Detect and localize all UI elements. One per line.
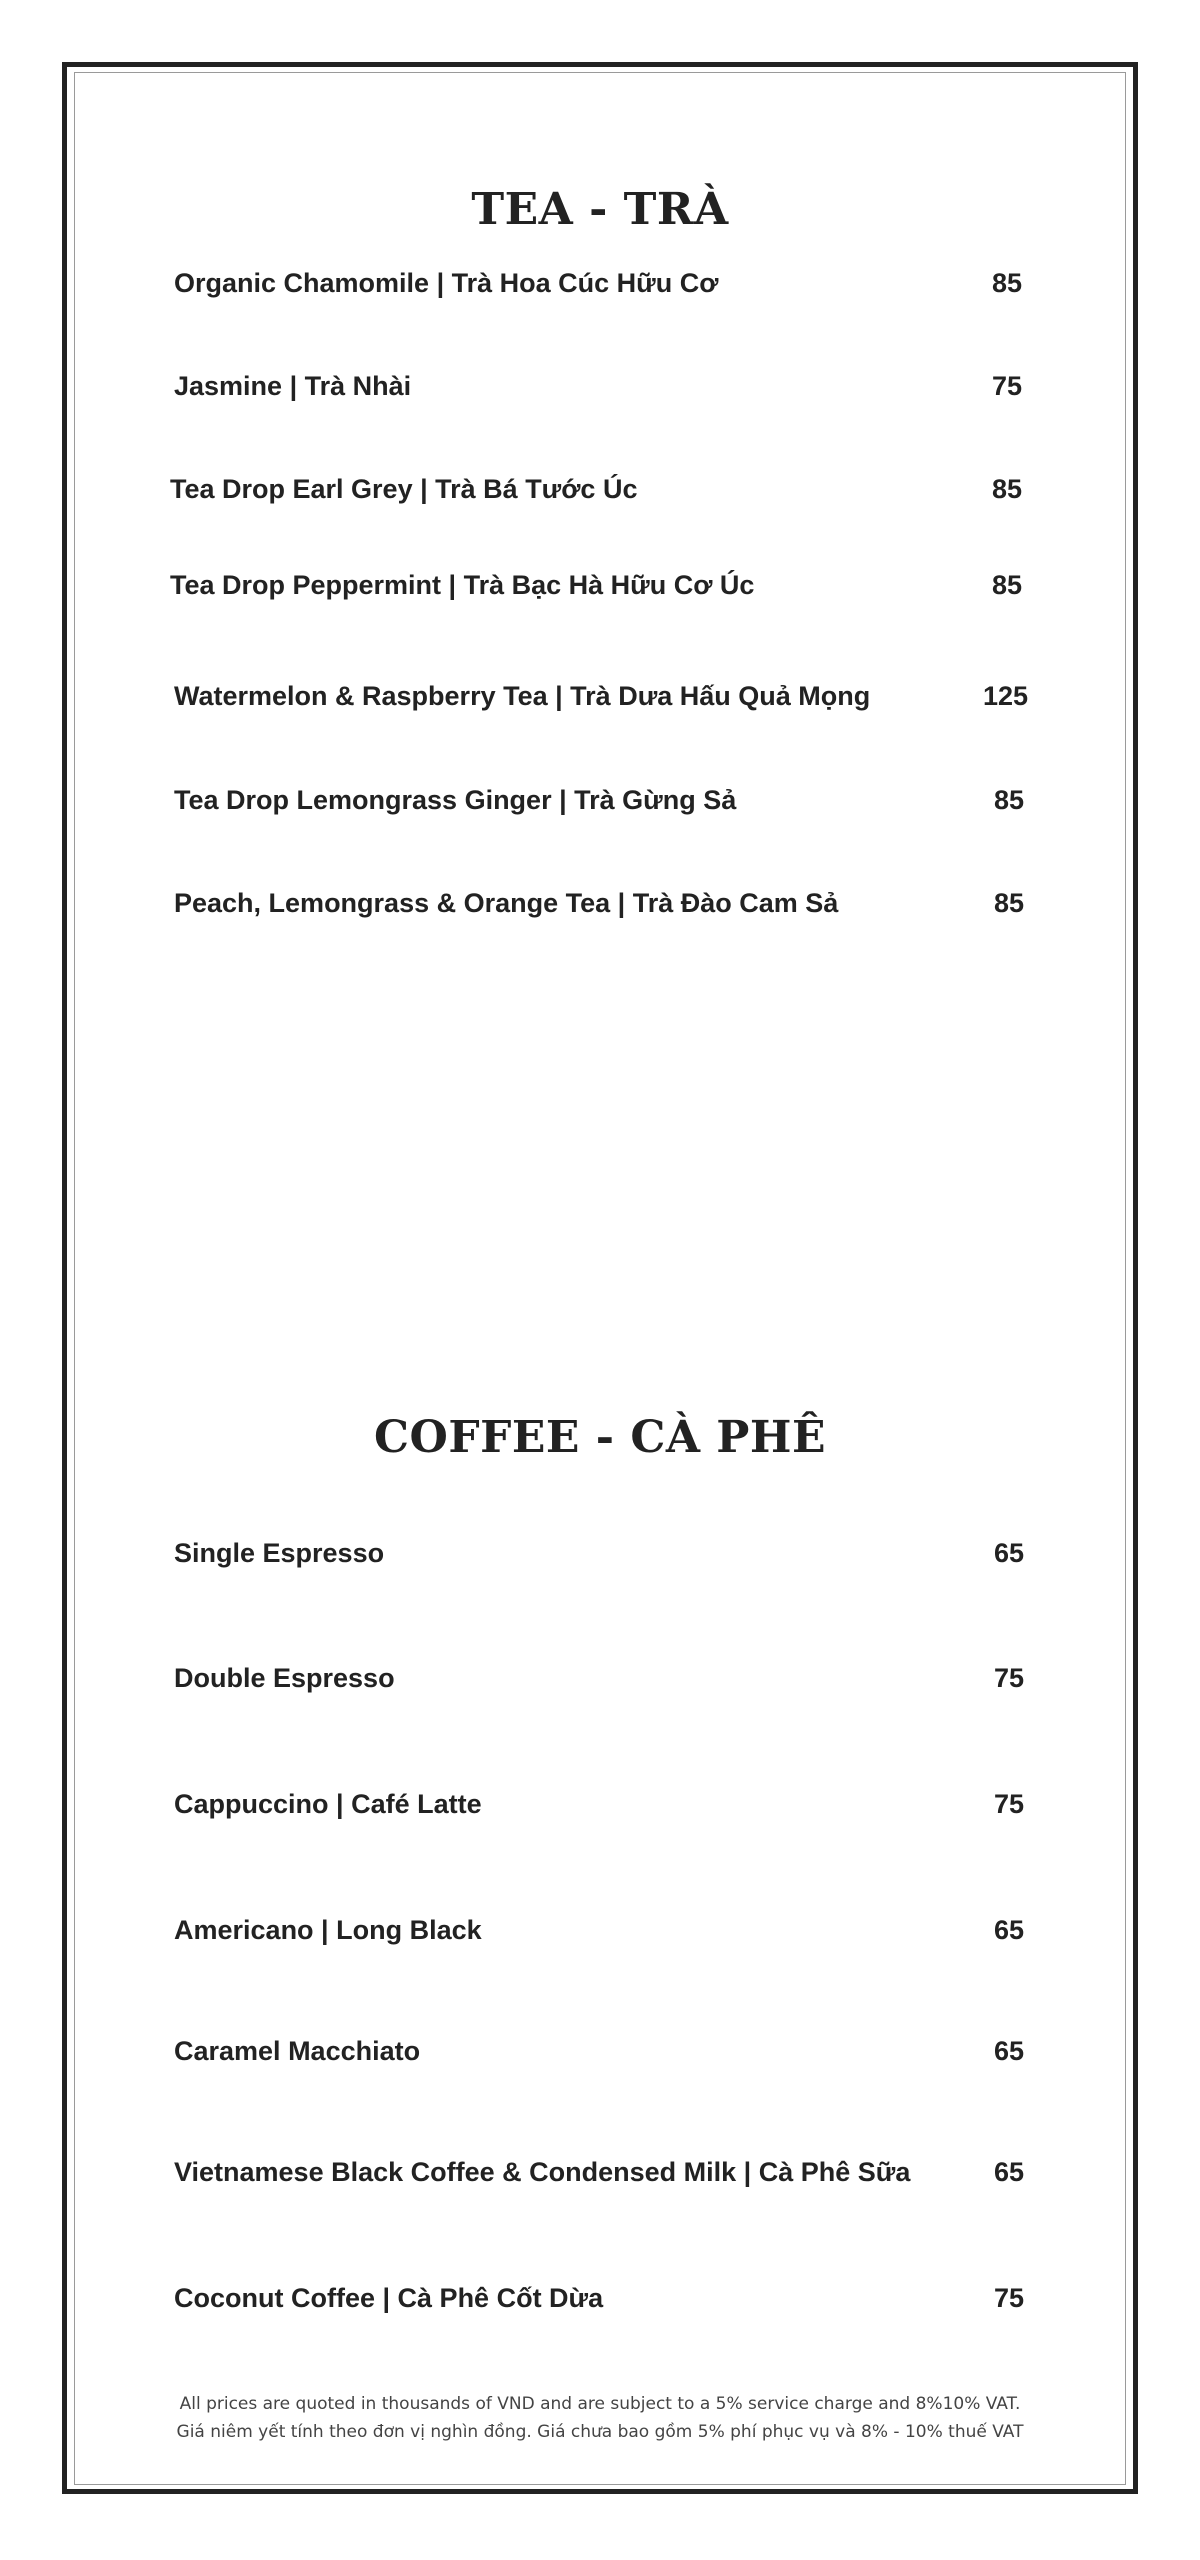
item-price: 85 bbox=[993, 784, 1024, 815]
item-name: Coconut Coffee | Cà Phê Cốt Dừa bbox=[174, 2282, 604, 2313]
tea-item-watermelon-raspberry bbox=[174, 676, 1028, 716]
tea-item-jasmine bbox=[174, 366, 1022, 406]
coffee-item-single-espresso bbox=[174, 1533, 1024, 1573]
item-name: Organic Chamomile | Trà Hoa Cúc Hữu Cơ bbox=[174, 267, 719, 298]
item-name: Watermelon & Raspberry Tea | Trà Dưa Hấu Quả Mọng bbox=[174, 680, 871, 711]
coffee-item-caramel-macchiato bbox=[174, 2031, 1024, 2071]
coffee-item-double-espresso bbox=[174, 1658, 1024, 1698]
item-price: 85 bbox=[993, 887, 1024, 918]
disclaimer-vietnamese: Giá niêm yết tính theo đơn vị nghìn đồng. Giá chưa bao gồm 5% phí phục vụ và 8% - 10% thuế VAT bbox=[176, 2422, 1024, 2442]
price-disclaimer bbox=[0, 2390, 1200, 2446]
item-price: 125 bbox=[982, 680, 1028, 711]
tea-item-organic-chamomile bbox=[174, 263, 1022, 303]
item-price: 85 bbox=[991, 267, 1022, 298]
coffee-item-coconut-coffee bbox=[174, 2278, 1024, 2318]
item-price: 75 bbox=[993, 1662, 1024, 1693]
item-name: Tea Drop Lemongrass Ginger | Trà Gừng Sả bbox=[174, 784, 737, 815]
item-name: Cappuccino | Café Latte bbox=[174, 1788, 482, 1819]
item-name: Caramel Macchiato bbox=[174, 2035, 421, 2066]
item-name: Jasmine | Trà Nhài bbox=[174, 370, 412, 401]
item-name: Peach, Lemongrass & Orange Tea | Trà Đào Cam Sả bbox=[174, 887, 839, 918]
item-price: 85 bbox=[991, 569, 1022, 600]
item-price: 75 bbox=[993, 1788, 1024, 1819]
item-name: Tea Drop Peppermint | Trà Bạc Hà Hữu Cơ Úc bbox=[170, 569, 755, 600]
coffee-item-americano bbox=[174, 1910, 1024, 1950]
item-name: Tea Drop Earl Grey | Trà Bá Tước Úc bbox=[170, 473, 638, 504]
menu-inner-border bbox=[74, 72, 1126, 2485]
disclaimer-english: All prices are quoted in thousands of VND and are subject to a 5% service charge and 8%10% VAT. bbox=[179, 2394, 1021, 2414]
coffee-section-title: COFFEE - CÀ PHÊ bbox=[374, 1412, 826, 1463]
item-price: 65 bbox=[993, 2035, 1024, 2066]
item-price: 85 bbox=[991, 473, 1022, 504]
item-price: 65 bbox=[993, 1537, 1024, 1568]
coffee-item-vietnamese-black-coffee bbox=[174, 2152, 1024, 2192]
tea-section-title: TEA - TRÀ bbox=[471, 184, 729, 235]
tea-item-earl-grey bbox=[170, 469, 1022, 509]
item-price: 65 bbox=[993, 2156, 1024, 2187]
item-name: Americano | Long Black bbox=[174, 1914, 482, 1945]
item-price: 65 bbox=[993, 1914, 1024, 1945]
tea-item-lemongrass-ginger bbox=[174, 780, 1024, 820]
item-name: Double Espresso bbox=[174, 1662, 395, 1693]
item-price: 75 bbox=[993, 2282, 1024, 2313]
tea-item-peppermint bbox=[170, 565, 1022, 605]
item-name: Single Espresso bbox=[174, 1537, 385, 1568]
coffee-item-cappuccino-latte bbox=[174, 1784, 1024, 1824]
item-price: 75 bbox=[991, 370, 1022, 401]
item-name: Vietnamese Black Coffee & Condensed Milk | Cà Phê Sữa bbox=[174, 2156, 911, 2187]
tea-item-peach-lemongrass-orange bbox=[174, 883, 1024, 923]
